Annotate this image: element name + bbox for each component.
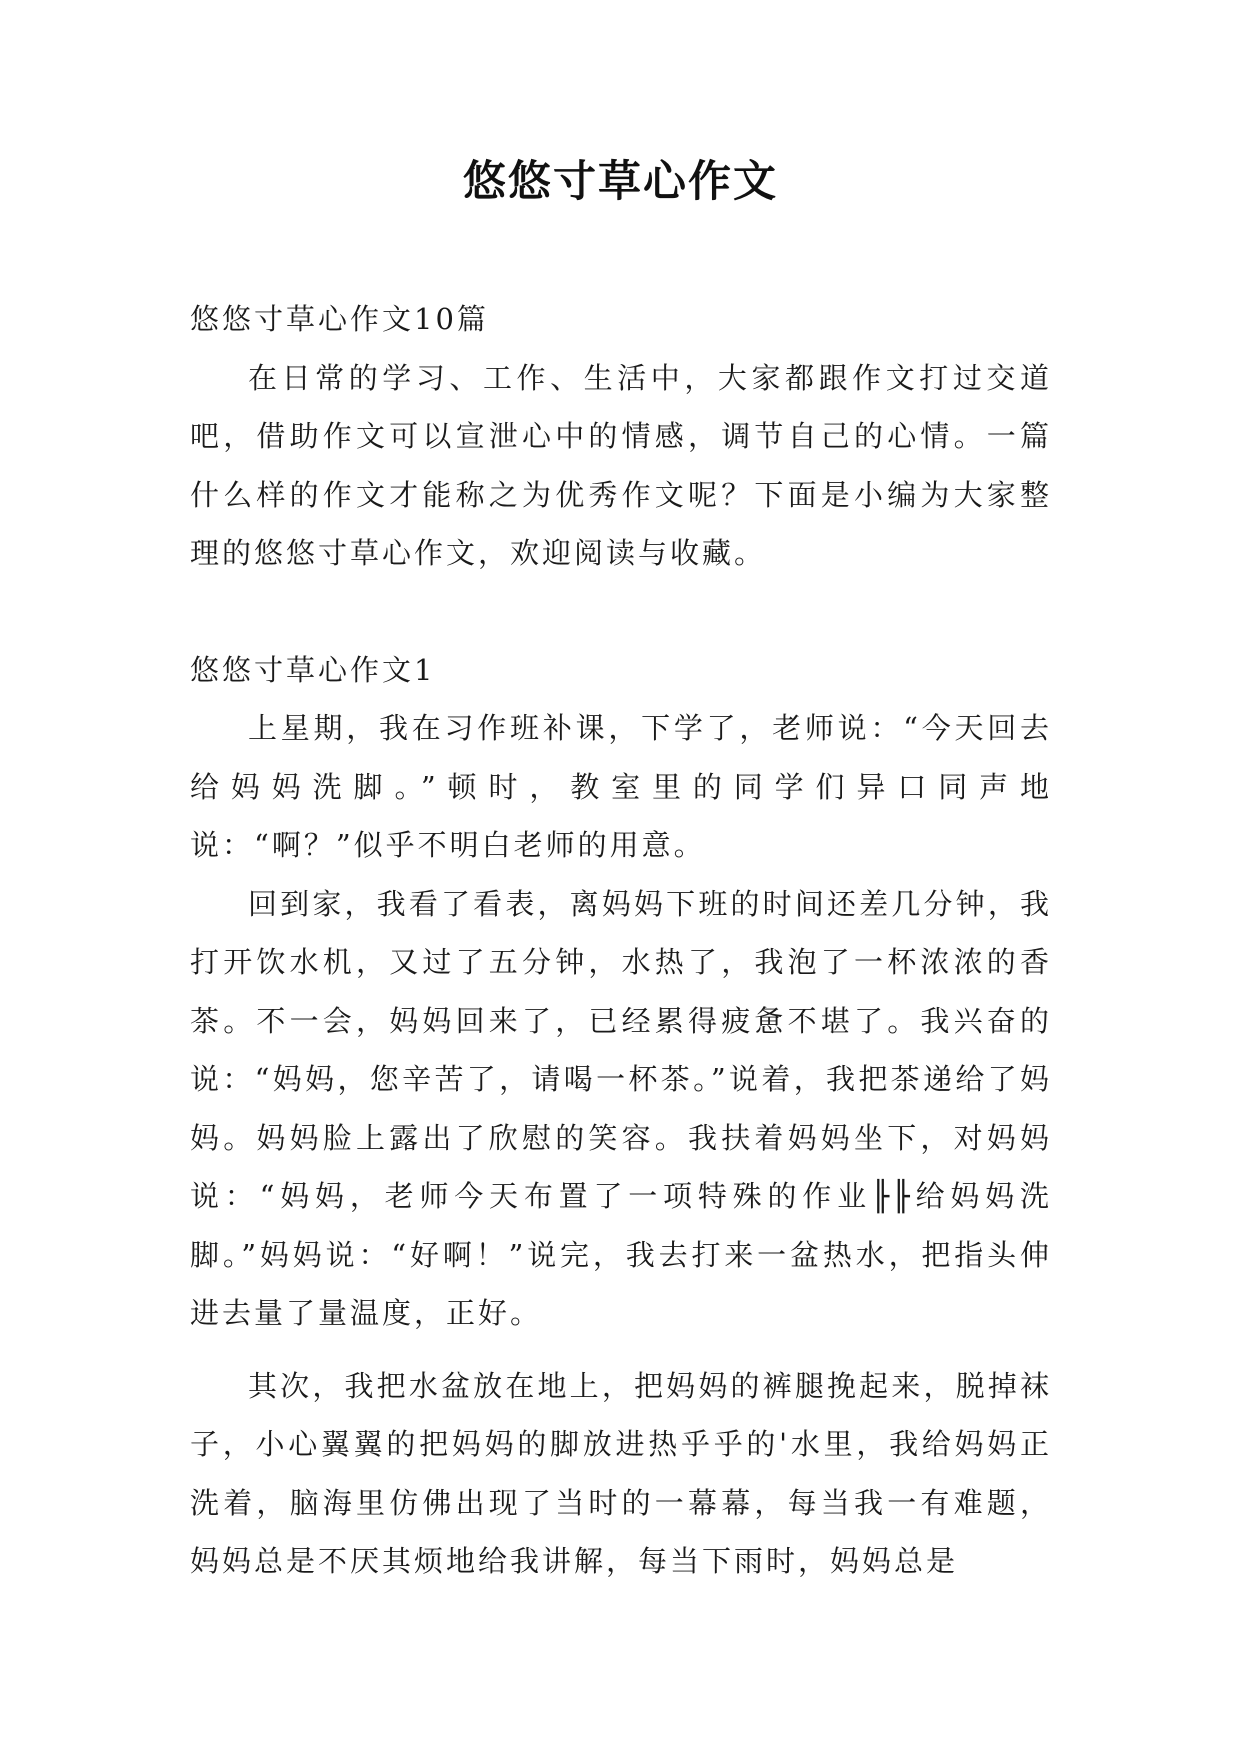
document-title: 悠悠寸草心作文 [463, 157, 778, 207]
intro-paragraph: 在日常的学习、工作、生活中，大家都跟作文打过交道吧，借助作文可以宣泄心中的情感，调节自己的心情。一篇什么样的作文才能称之为优秀作文呢？下面是小编为大家整理的悠悠寸草心作文，欢迎阅读与收藏。 [190, 360, 1052, 570]
essay-paragraph: 回到家，我看了看表，离妈妈下班的时间还差几分钟，我打开饮水机，又过了五分钟，水热了，我泡了一杯浓浓的香茶。不一会，妈妈回来了，已经累得疲惫不堪了。我兴奋的说：“妈妈，您辛苦了，请喝一杯茶。”说着，我把茶递给了妈妈。妈妈脸上露出了欣慰的笑容。我扶着妈妈坐下，对妈妈说：“妈妈，老师今天布置了一项特殊的作业╟╟给妈妈洗脚。”妈妈说：“好啊！”说完，我去打来一盆热水，把指头伸进去量了量温度，正好。 [190, 886, 1052, 1330]
essay-paragraph: 其次，我把水盆放在地上，把妈妈的裤腿挽起来，脱掉袜子，小心翼翼的把妈妈的脚放进热乎乎的'水里，我给妈妈正洗着，脑海里仿佛出现了当时的一幕幕，每当我一有难题，妈妈总是不厌其烦地给我讲解，每当下雨时，妈妈总是 [190, 1368, 1052, 1578]
document-subtitle: 悠悠寸草心作文10篇 [190, 302, 489, 336]
document-body [190, 290, 1052, 1591]
essay-paragraph: 上星期，我在习作班补课，下学了，老师说：“今天回去给妈妈洗脚。”顿时，教室里的同学们异口同声地说：“啊？”似乎不明白老师的用意。 [190, 711, 1052, 862]
essay-heading: 悠悠寸草心作文1 [190, 652, 436, 687]
